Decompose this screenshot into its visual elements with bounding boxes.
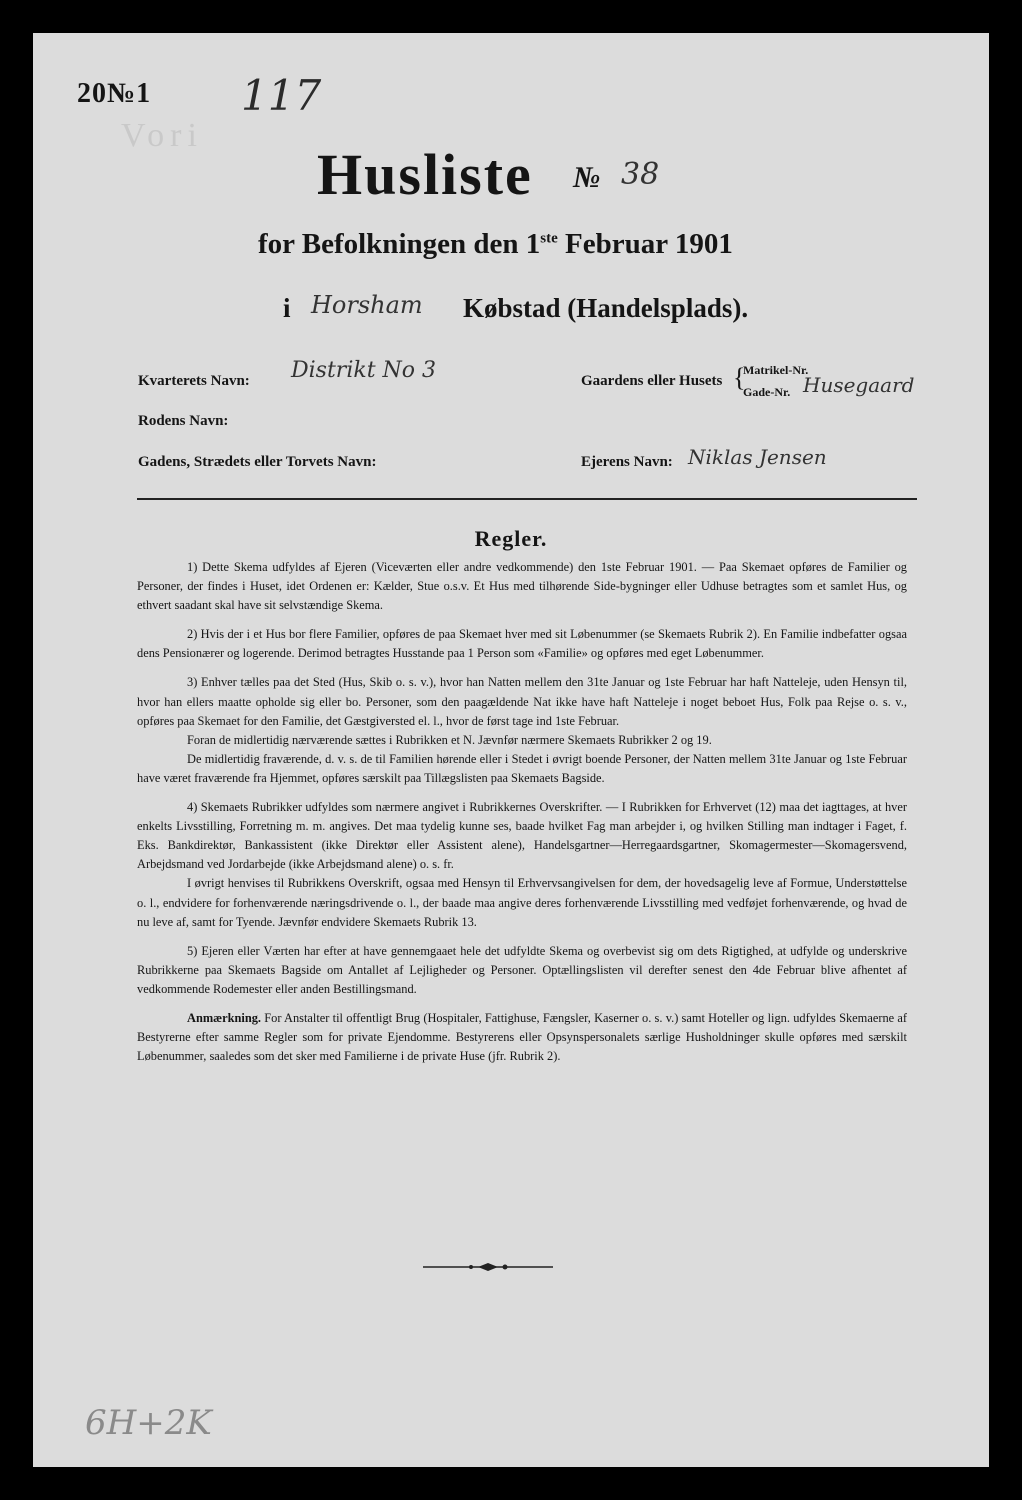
kvarter-value: Distrikt No 3	[291, 358, 437, 383]
rule-3: 3) Enhver tælles paa det Sted (Hus, Skib o. s. v.), hvor han Natten mellem den 31te Januar og 1ste Februar har haft Natteleje, uden Hensyn til, hvor han ellers maatte opholde sig eller bo. Personer, som den paagældende Nat ikke have haft Natteleje i noget beboet Hus, Folk paa Rejse o. s. v., opføres paa Skemaet for den Familie, det Gæstgiversted el. l., hvor de først tage ind 1ste Februar.	[137, 675, 907, 728]
note-text: For Anstalter til offentligt Brug (Hospitaler, Fattighuse, Fængsler, Kaserner o. s. v.) samt Hoteller og lign. udfyldes Skemaerne af Bestyrerne efter samme Regler som for private Ejendomme. Bestyrerens eller Opsynspersonalets særlige Husholdninger skulle opføres med særskilt Løbenummer, saaledes som det sker med Familierne i de private Huse (jfr. Rubrik 2).	[137, 1010, 907, 1064]
kvarter-label: Kvarterets Navn:	[138, 373, 250, 389]
rule-3c: De midlertidig fraværende, d. v. s. de til Familien hørende eller i Stedet i øvrigt boende Personer, der Natten mellem 31te Januar og 1ste Februar have været fraværende fra Hjemmet, opføres særskilt paa Tillægslisten paa Skemaets Bagside.	[137, 751, 907, 785]
form-title: Husliste	[317, 142, 533, 207]
rule-4b: I øvrigt henvises til Rubrikkens Overskrift, ogsaa med Hensyn til Erhvervsangivelsen for dem, der hovedsagelig leve af Formue, Understøttelse o. l., endvidere for forhenværende næringsdrivende o. l., der baade maa angive deres forhenværende Livsstilling med vedføjet forhenværende, og hvad de nu leve af, samt for Tyende. Jævnfør endvidere Skemaets Rubrik 13.	[137, 876, 907, 929]
place-prefix: i	[283, 293, 291, 323]
census-form-page	[33, 33, 989, 1467]
rule-3b: Foran de midlertidig nærværende sættes i Rubrikken et N. Jævnfør nærmere Skemaets Rubrikker 2 og 19.	[187, 732, 712, 747]
gade-nr-label: Gade-Nr.	[743, 385, 791, 399]
form-subtitle	[258, 228, 733, 261]
note-paragraph	[137, 1009, 907, 1066]
brace: {	[733, 363, 746, 392]
divider	[137, 498, 917, 500]
matrikel-label: Matrikel-Nr.	[743, 363, 809, 377]
title-number-handwritten: 38	[621, 157, 660, 192]
rule-4: 4) Skemaets Rubrikker udfyldes som nærmere angivet i Rubrikkernes Overskrifter. — I Rubrikken for Erhvervet (12) maa det iagttages, at hver enkelts Livsstilling, Forretning m. m. angives. Det maa tydelig kunne ses, baade hvilket Fag man arbejder i, og hvilken Stilling man indtager i Faget, f. Eks. Bankdirektør, Bankassistent (ikke Direktør eller Assistent alene), Handelsgartner—Herregaardsgartner, Skomagermester—Skomagersvend, Arbejdsmand ved Jordarbejde (ikke Arbejdsmand alene) o. s. fr.	[137, 800, 907, 872]
title-number-sign: №	[573, 161, 601, 194]
rule-5: 5) Ejeren eller Værten har efter at have gennemgaaet hele det udfyldte Skema og overbevist sig om dets Rigtighed, at udfylde og underskrive Rubrikkerne paa Skemaets Bagside om Antallet af Lejligheder og Personer. Optællingslisten vil derefter senest den 4de Februar blive afhentet af vedkommende Rodemester eller anden Bestillingsmand.	[137, 943, 907, 996]
note-label: Anmærkning.	[187, 1010, 262, 1025]
faint-stamp: Vori	[121, 117, 203, 154]
ejer-value: Niklas Jensen	[688, 445, 827, 469]
corner-hand-number: 117	[241, 71, 322, 120]
gade-nr-value: Husegaard	[803, 373, 915, 397]
gaden-label: Gadens, Strædets eller Torvets Navn:	[138, 454, 377, 470]
rules-heading: Regler.	[474, 526, 548, 551]
ejer-label: Ejerens Navn:	[581, 454, 673, 470]
town-handwritten: Horsham	[311, 291, 423, 319]
ornament-divider	[423, 1261, 553, 1273]
subtitle-prefix: for Befolkningen den 1	[258, 228, 541, 260]
corner-stamp: 20№1	[77, 78, 152, 109]
town-type-label: Købstad (Handelsplads).	[463, 293, 749, 323]
subtitle-sup: ste	[540, 230, 558, 247]
roden-label: Rodens Navn:	[138, 413, 229, 429]
rules-body	[137, 558, 907, 1076]
subtitle-suffix: Februar 1901	[557, 228, 733, 260]
rule-2: 2) Hvis der i et Hus bor flere Familier, opføres de paa Skemaet hver med sit Løbenummer (se Skemaets Rubrik 2). En Familie indbefatter ogsaa dens Pensionærer og logerende. Derimod betragtes Husstande paa 1 Person som «Familie» og opføres med eget Løbenummer.	[137, 627, 907, 661]
gaard-label: Gaardens eller Husets	[581, 373, 723, 389]
rule-1: 1) Dette Skema udfyldes af Ejeren (Viceværten eller andre vedkommende) den 1ste Februar 1901. — Paa Skemaet opføres de Familier og Personer, der findes i Huset, idet Ordenen er: Kælder, Stue o.s.v. Et Hus med tilhørende Side-bygninger eller Udhuse betragtes som et samlet Hus, og ethvert saadant skal have sit selvstændige Skema.	[137, 560, 907, 613]
bottom-hand-note: 6H+2K	[85, 1403, 212, 1443]
